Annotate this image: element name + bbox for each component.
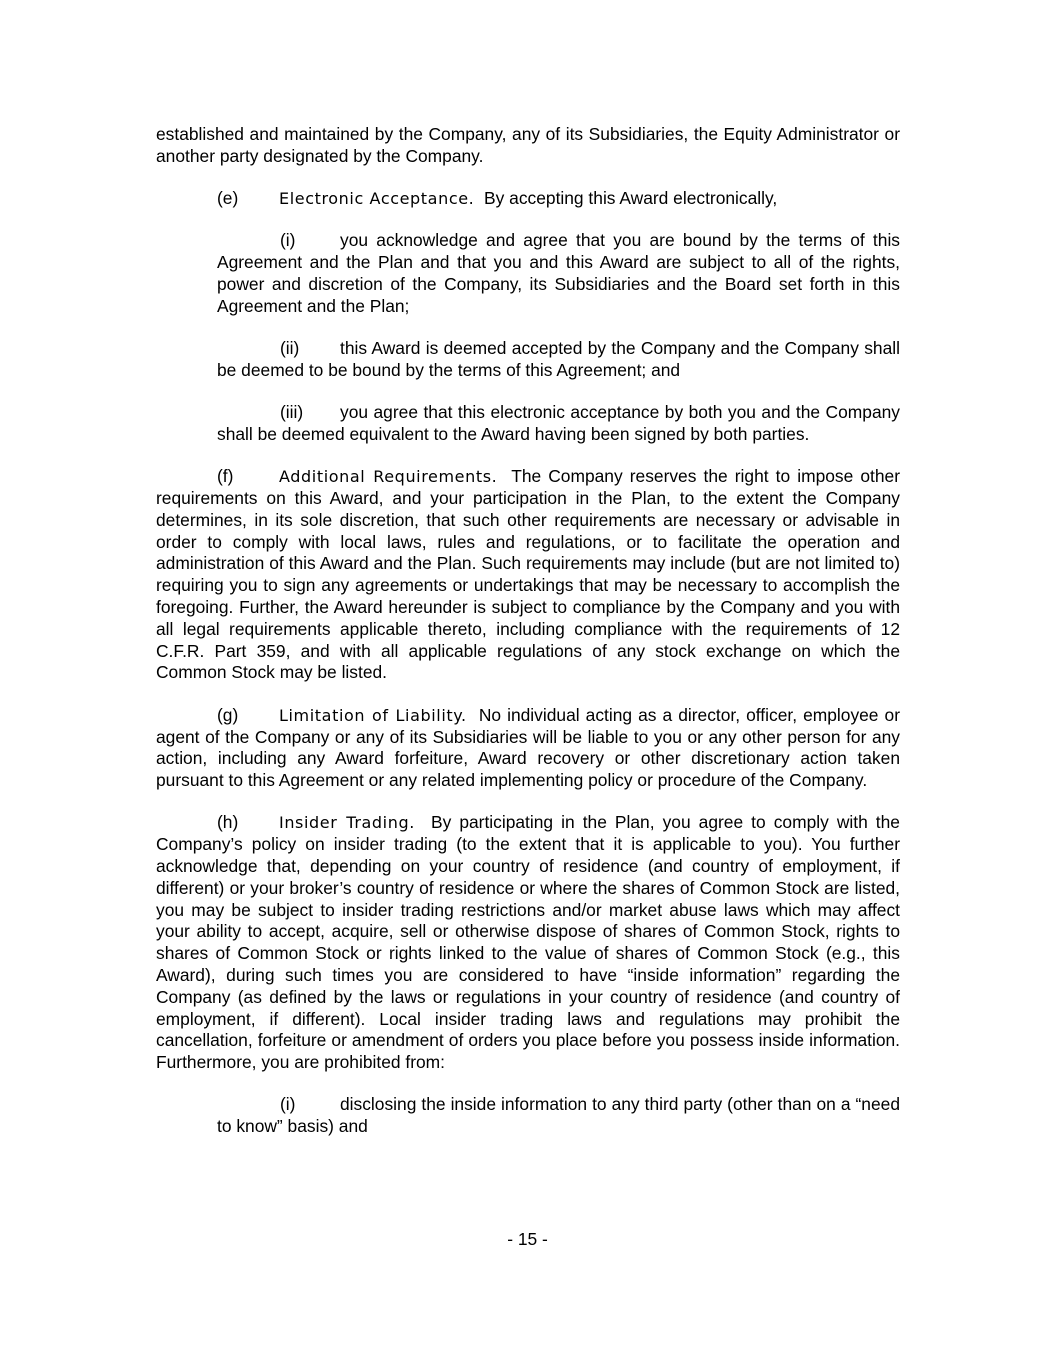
section-h-heading: Insider Trading. xyxy=(279,813,415,833)
section-g-text: No individual acting as a director, officer, employee or agent of the Company or any of its Subsidiaries will be liable to you or any other person for any action, including any Award forfeiture, Award recovery or other discretionary action taken pursuant to this Agreement or any related implementing policy or procedure of the Company. xyxy=(156,704,900,791)
section-e-item-ii-text: this Award is deemed accepted by the Company and the Company shall be deemed to be bound by the terms of this Agreement; and xyxy=(217,338,900,380)
section-e-paragraph xyxy=(156,188,900,210)
section-g-paragraph xyxy=(156,705,900,792)
section-h-paragraph xyxy=(156,812,900,1074)
section-e-item-i-label: (i) xyxy=(280,230,296,251)
intro-paragraph: established and maintained by the Company, any of its Subsidiaries, the Equity Administrator or another party designated by the Company. xyxy=(156,124,900,166)
section-e-heading: Electronic Acceptance. xyxy=(279,189,475,209)
document-page xyxy=(156,124,900,1138)
section-e-text: By accepting this Award electronically, xyxy=(484,188,778,209)
section-f-text: The Company reserves the right to impose other requirements on this Award, and your participation in the Plan, to the extent the Company determines, in its sole discretion, that such other requirements are necessary or advisable in order to comply with local laws, rules and regulations, or to facilitate the operation and administration of this Award and the Plan. Such requirements may include (but are not limited to) requiring you to sign any agreements or undertakings that may be necessary to accomplish the foregoing. Further, the Award hereunder is subject to compliance by the Company and you with all legal requirements applicable thereto, including compliance with the requirements of 12 C.F.R. Part 359, and with all applicable regulations of any stock exchange on which the Common Stock may be listed. xyxy=(156,466,900,683)
section-h-label: (h) xyxy=(217,812,239,833)
section-h-item-i xyxy=(217,1094,900,1138)
section-h-text: By participating in the Plan, you agree to comply with the Company’s policy on insider trading (to the extent that it is applicable to you). You further acknowledge that, depending on your country of residence (and country of employment, if different) or your broker’s country of residence or where the shares of Common Stock are listed, you may be subject to insider trading restrictions and/or market abuse laws which may affect your ability to accept, acquire, sell or otherwise dispose of shares of Common Stock, rights to shares of Common Stock or rights linked to the value of shares of Common Stock (e.g., this Award), during such times you are considered to have “inside information” regarding the Company (as defined by the laws or regulations in your country of residence (and country of employment, if different). Local insider trading laws and regulations may prohibit the cancellation, forfeiture or amendment of orders you place before you possess inside information. Furthermore, you are prohibited from: xyxy=(156,812,900,1073)
section-f-heading: Additional Requirements. xyxy=(279,467,498,487)
section-f-label: (f) xyxy=(217,466,234,487)
section-e-item-iii-label: (iii) xyxy=(280,402,304,423)
section-e-item-i-text: you acknowledge and agree that you are bound by the terms of this Agreement and the Plan and that you and this Award are subject to all of the rights, power and discretion of the Company, its Subsidiaries and the Board set forth in this Agreement and the Plan; xyxy=(217,230,900,316)
page-number: - 15 - xyxy=(507,1229,548,1249)
section-e-item-iii xyxy=(217,402,900,446)
section-e-item-iii-text: you agree that this electronic acceptance by both you and the Company shall be deemed equivalent to the Award having been signed by both parties. xyxy=(217,402,900,444)
section-g-label: (g) xyxy=(217,704,239,725)
section-e-item-ii xyxy=(217,338,900,382)
section-g-heading: Limitation of Liability. xyxy=(279,705,467,725)
section-h-item-i-label: (i) xyxy=(280,1094,296,1115)
section-f-paragraph xyxy=(156,466,900,684)
section-e-label: (e) xyxy=(217,188,239,209)
section-h-item-i-text: disclosing the inside information to any third party (other than on a “need to know” basis) and xyxy=(217,1094,900,1137)
section-e-item-ii-label: (ii) xyxy=(280,338,300,359)
section-e-item-i xyxy=(217,230,900,317)
